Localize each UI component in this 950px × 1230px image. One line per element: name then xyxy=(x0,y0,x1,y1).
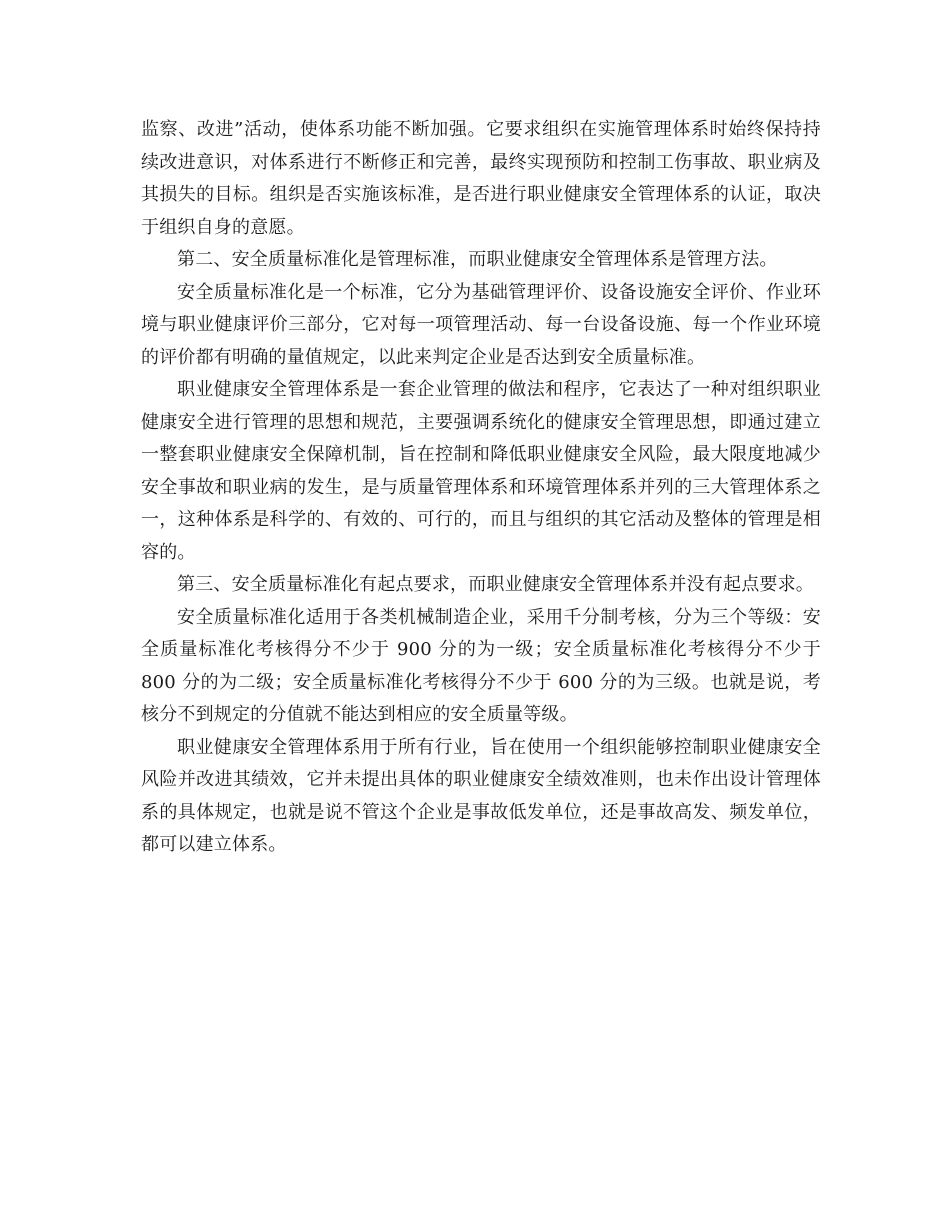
paragraph-5: 第三、安全质量标准化有起点要求，而职业健康安全管理体系并没有起点要求。 xyxy=(177,574,814,595)
paragraph-6: 安全质量标准化适用于各类机械制造企业，采用千分制考核，分为三个等级：安全质量标准化考核得分不少于 900 分的为一级；安全质量标准化考核得分不少于 800 分的为二级；安全质量标准化考核得分不少于 600 分的为三级。也就是说，考核分不到规定的分值就不能达到相应的安全质量等级。 xyxy=(141,606,821,725)
paragraph-2: 第二、安全质量标准化是管理标准，而职业健康安全管理体系是管理方法。 xyxy=(177,249,778,270)
paragraph-3: 安全质量标准化是一个标准，它分为基础管理评价、设备设施安全评价、作业环境与职业健康评价三部分，它对每一项管理活动、每一台设备设施、每一个作业环境的评价都有明确的量值规定，以此来判定企业是否达到安全质量标准。 xyxy=(141,281,821,368)
paragraph-4: 职业健康安全管理体系是一套企业管理的做法和程序，它表达了一种对组织职业健康安全进行管理的思想和规范，主要强调系统化的健康安全管理思想，即通过建立一整套职业健康安全保障机制，旨在控制和降低职业健康安全风险，最大限度地减少安全事故和职业病的发生，是与质量管理体系和环境管理体系并列的三大管理体系之一，这种体系是科学的、有效的、可行的，而且与组织的其它活动及整体的管理是相容的。 xyxy=(141,379,821,563)
paragraph-1: 监察、改进”活动，使体系功能不断加强。它要求组织在实施管理体系时始终保持持续改进意识，对体系进行不断修正和完善，最终实现预防和控制工伤事故、职业病及其损失的目标。组织是否实施该标准，是否进行职业健康安全管理体系的认证，取决于组织自身的意愿。 xyxy=(141,119,821,238)
paragraph-7: 职业健康安全管理体系用于所有行业，旨在使用一个组织能够控制职业健康安全风险并改进其绩效，它并未提出具体的职业健康安全绩效准则，也未作出设计管理体系的具体规定，也就是说不管这个企业是事故低发单位，还是事故高发、频发单位，都可以建立体系。 xyxy=(141,736,821,855)
document-body xyxy=(141,114,821,862)
